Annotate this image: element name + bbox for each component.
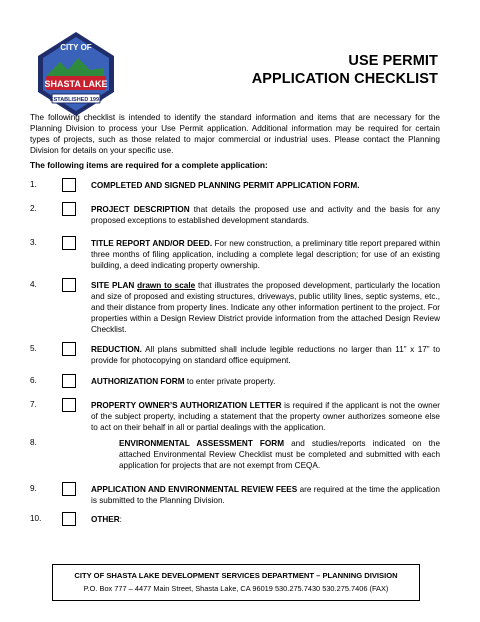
page-title <box>252 52 438 88</box>
item-number: 7. <box>30 400 37 409</box>
item-description: is required if the applicant is not the owner of the subject property, including a statement that the property owner authorizes someone else to act on their behalf in all or partial dealings with the application. <box>91 401 440 432</box>
checklist-item-1 <box>30 178 450 198</box>
checklist-item-4 <box>30 278 450 334</box>
item-number: 5. <box>30 344 37 353</box>
item-checkbox[interactable] <box>62 398 76 412</box>
item-checkbox[interactable] <box>62 482 76 496</box>
item-description: All plans submitted shall include legible reductions no larger than 11” x 17” to provide for photocopying on standard office equipment. <box>91 345 440 365</box>
item-title: SITE PLAN <box>91 281 135 290</box>
item-title: AUTHORIZATION FORM <box>91 377 185 386</box>
item-description: that illustrates the proposed development, particularly the location and size of proposed and existing structures, driveways, public utility lines, septic systems, etc., and their distance from property lines. Indicate any other information pertinent to the project. For properties within a Design Review District provide information from the attached Design Review Checklist. <box>91 281 440 334</box>
checklist-item-2 <box>30 202 450 225</box>
item-title: PROJECT DESCRIPTION <box>91 205 190 214</box>
seal-top-text: CITY OF <box>60 43 92 52</box>
item-checkbox[interactable] <box>62 278 76 292</box>
item-title: REDUCTION. <box>91 345 142 354</box>
item-number: 2. <box>30 204 37 213</box>
checklist-item-3 <box>30 236 450 270</box>
footer-department: CITY OF SHASTA LAKE DEVELOPMENT SERVICES DEPARTMENT – PLANNING DIVISION <box>74 571 398 580</box>
item-number: 3. <box>30 238 37 247</box>
checklist-item-5 <box>30 342 450 365</box>
checklist-item-7 <box>30 398 450 432</box>
item-number: 10. <box>30 514 42 523</box>
intro-paragraph: The following checklist is intended to identify the standard information and items that are necessary for the Planning Division to process your Use Permit application. Additional information may be required for certain types of projects, such as those related to major commercial or industrial uses. Please contact the Planning Division for details on your specific use. <box>30 113 440 155</box>
item-description: that details the proposed use and activity and the basis for any proposed exceptions to established development standards. <box>91 205 440 225</box>
footer-address: P.O. Box 777 – 4477 Main Street, Shasta Lake, CA 96019 530.275.7430 530.275.7406 (FAX) <box>83 584 389 593</box>
title-line-1: USE PERMIT <box>348 53 438 69</box>
required-heading: The following items are required for a complete application: <box>30 160 268 170</box>
footer-contact-box <box>52 564 420 601</box>
city-seal-logo <box>30 28 122 120</box>
item-title: COMPLETED AND SIGNED PLANNING PERMIT APPLICATION FORM. <box>91 181 360 190</box>
checklist-item-8 <box>30 436 450 470</box>
item-title: OTHER <box>91 515 120 524</box>
item-number: 8. <box>30 438 37 447</box>
item-checkbox[interactable] <box>62 374 76 388</box>
seal-name-text: SHASTA LAKE <box>44 79 108 89</box>
item-number: 9. <box>30 484 37 493</box>
item-title: TITLE REPORT AND/OR DEED. <box>91 239 213 248</box>
item-checkbox[interactable] <box>62 178 76 192</box>
item-title: APPLICATION AND ENVIRONMENTAL REVIEW FEES <box>91 485 298 494</box>
item-description: are required at the time the application is submitted to the Planning Division. <box>91 485 440 505</box>
checklist-item-6 <box>30 374 450 394</box>
item-checkbox[interactable] <box>62 342 76 356</box>
title-line-2: APPLICATION CHECKLIST <box>251 71 438 87</box>
checklist-item-9 <box>30 482 450 505</box>
item-title: ENVIRONMENTAL ASSESSMENT FORM <box>119 439 285 448</box>
item-title: PROPERTY OWNER’S AUTHORIZATION LETTER <box>91 401 282 410</box>
item-title-underlined: drawn to scale <box>137 281 196 290</box>
item-description: For new construction, a preliminary title report prepared within three months of filing application, including a complete legal description; for use of an existing building, a deed indicating property ownership. <box>91 239 440 270</box>
item-number: 4. <box>30 280 37 289</box>
item-number: 1. <box>30 180 37 189</box>
item-checkbox[interactable] <box>62 236 76 250</box>
checklist-item-10 <box>30 512 450 532</box>
item-checkbox[interactable] <box>62 202 76 216</box>
item-description: and studies/reports indicated on the attached Environmental Review Checklist must be completed and submitted with each application for projects that are not exempt from CEQA. <box>119 439 440 470</box>
seal-est-text: ESTABLISHED 1993 <box>49 97 103 103</box>
item-checkbox[interactable] <box>62 512 76 526</box>
item-description: : <box>119 515 122 524</box>
item-number: 6. <box>30 376 37 385</box>
item-description: to enter private property. <box>184 377 276 386</box>
